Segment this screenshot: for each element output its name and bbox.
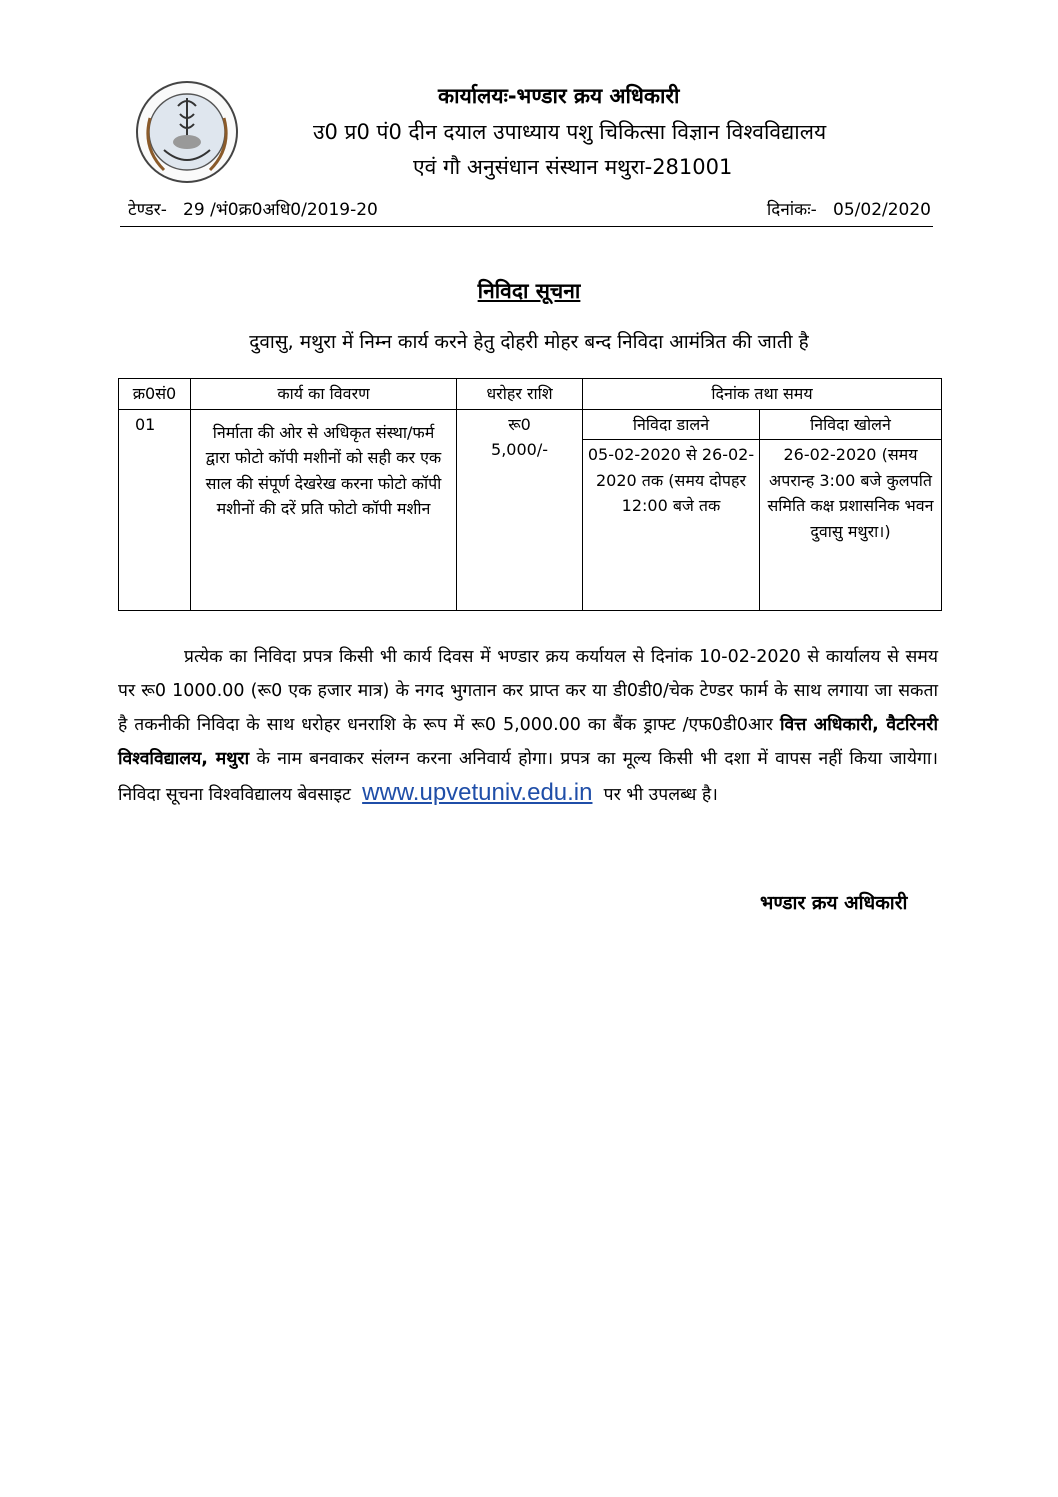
university-name-line1: उ0 प्र0 पं0 दीन दयाल उपाध्याय पशु चिकित्सा विज्ञान विश्वविद्यालय <box>313 120 827 144</box>
table-row <box>119 409 942 611</box>
tender-date-label: दिनांकः- <box>766 200 817 220</box>
signature-designation: भण्डार क्रय अधिकारी <box>760 892 908 914</box>
cell-open-date: 26-02-2020 (समय अपरान्ह 3:00 बजे कुलपति समिति कक्ष प्रशासनिक भवन दुवासु मथुरा।) <box>767 445 934 541</box>
header-divider <box>120 226 933 227</box>
tender-table <box>118 378 942 611</box>
header-sno: क्र0सं0 <box>119 379 191 410</box>
website-link[interactable]: www.upvetuniv.edu.in <box>362 779 593 806</box>
body-part3: पर भी उपलब्ध है। <box>603 785 718 805</box>
subheader-open: निविदा खोलने <box>810 414 891 434</box>
body-part1: प्रत्येक का निविदा प्रपत्र किसी भी कार्य दिवस में भण्डार क्रय कर्यायल से दिनांक 10-02-2020 से कार्यालय से समय पर रू0 1000.00 (रू0 एक हजार मात्र) के नगद भुगतान कर प्राप्त कर या डी0डी0/चेक टेण्डर फार्म के साथ लगाया जा सकता है तकनीकी निविदा के साथ धरोहर धनराशि के रूप में रू0 5,000.00 का बैंक ड्राफ्ट /एफ0डी0आर <box>118 647 938 735</box>
tender-date <box>767 197 931 220</box>
header-date-time: दिनांक तथा समय <box>583 379 942 410</box>
notice-title: निविदा सूचना <box>477 279 581 303</box>
university-name-line2: एवं गौ अनुसंधान संस्थान मथुरा-281001 <box>413 155 733 179</box>
header-description: कार्य का विवरण <box>191 379 457 410</box>
cell-description: निर्माता की ओर से अधिकृत संस्था/फर्म द्वारा फोटो कॉपी मशीनों को सही कर एक साल की संपूर्ण देखरेख करना फोटो कॉपी मशीनों की दरें प्रति फोटो कॉपी मशीन <box>191 409 457 611</box>
cell-date-group <box>583 409 942 611</box>
body-part2: के नाम बनवाकर संलग्न करना अनिवार्य होगा। प्रपत्र का मूल्य किसी भी दशा में वापस नहीं किया जायेगा। निविदा सूचना विश्वविद्यालय बेवसाइट <box>118 749 939 805</box>
deposit-amount: 5,000/- <box>491 440 548 460</box>
body-payee: वित्त अधिकारी, वैटरिनरी विश्वविद्यालय, मथुरा <box>118 715 938 769</box>
notice-body <box>118 640 938 812</box>
cell-deposit <box>457 409 583 611</box>
deposit-currency: रू0 <box>508 414 531 434</box>
tender-date-value: 05/02/2020 <box>833 200 931 220</box>
tender-reference-row <box>128 197 931 220</box>
office-heading: कार्यालयः-भण्डार क्रय अधिकारी <box>438 84 680 108</box>
tender-ref-label: टेण्डर- <box>128 200 167 220</box>
cell-sno: 01 <box>119 409 191 611</box>
cell-submit-date: 05-02-2020 से 26-02-2020 तक (समय दोपहर 12:00 बजे तक <box>583 440 760 610</box>
subheader-submit: निविदा डालने <box>583 410 760 440</box>
tender-ref-value: 29 /भं0क्र0अधि0/2019-20 <box>183 200 378 220</box>
table-header-row <box>119 379 942 410</box>
tender-reference <box>128 197 378 220</box>
university-seal-logo <box>128 78 246 186</box>
notice-intro: दुवासु, मथुरा में निम्न कार्य करने हेतु दोहरी मोहर बन्द निविदा आमंत्रित की जाती है <box>249 331 809 353</box>
header-deposit: धरोहर राशि <box>457 379 583 410</box>
